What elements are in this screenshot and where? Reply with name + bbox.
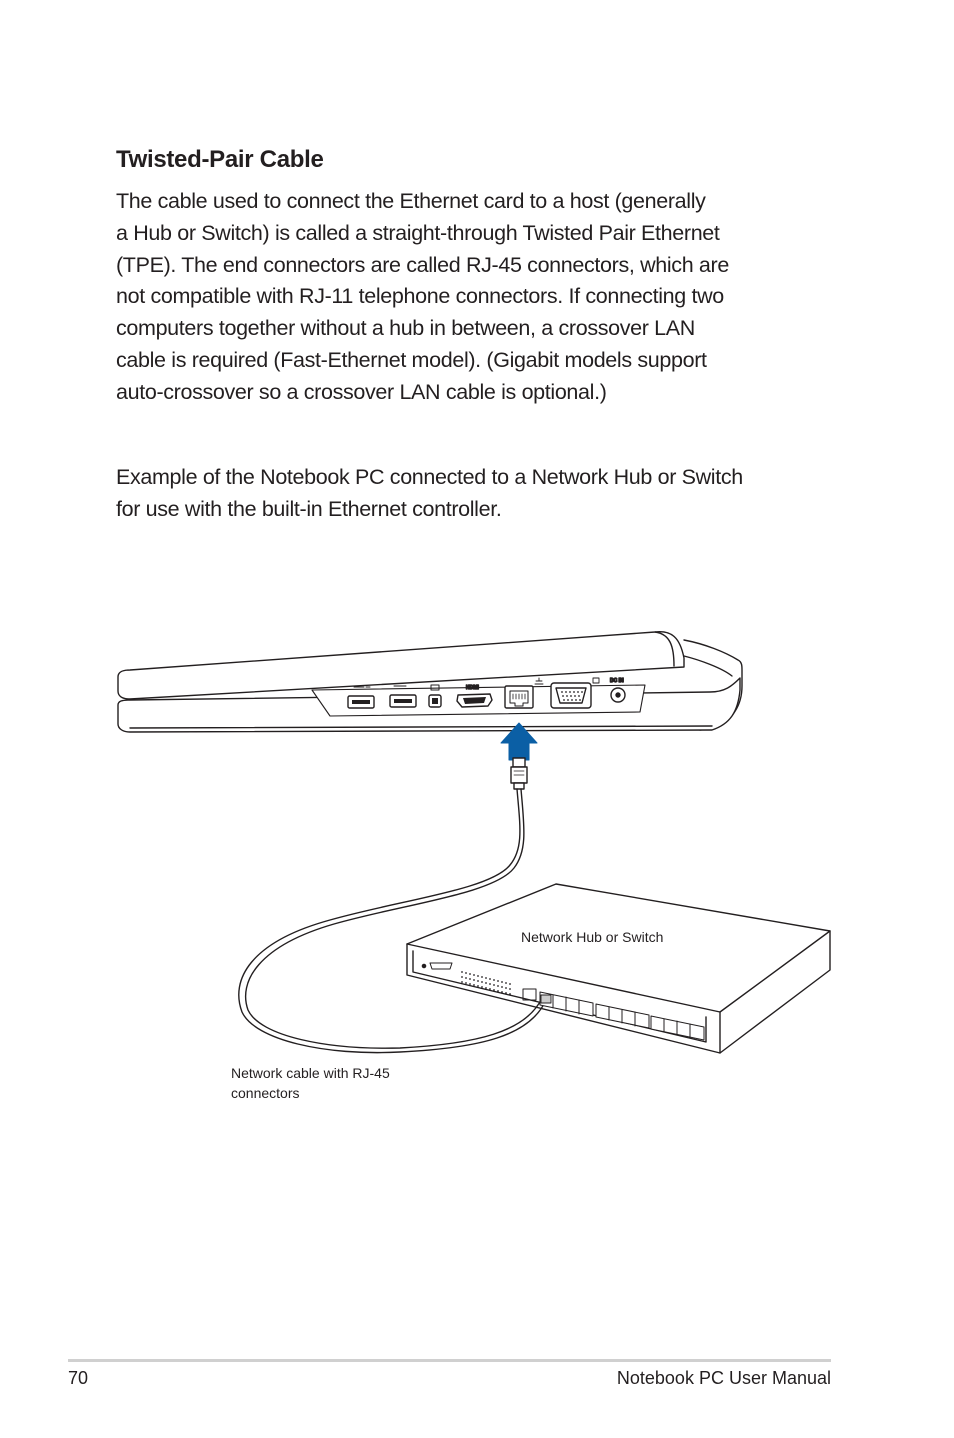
text-line: computers together without a hub in between, a crossover LAN [116,316,695,341]
text-line: cable is required (Fast-Ethernet model). (Gigabit models support [116,347,707,372]
text-line: not compatible with RJ-11 telephone connectors. If connecting two [116,284,724,309]
rj45-plug-top [511,758,527,789]
manual-title: Notebook PC User Manual [616,1368,831,1388]
cable-label-line-2: connectors [231,1085,300,1101]
page-number: 70 [68,1368,89,1388]
network-connection-illustration [100,620,860,1120]
paragraph-cable-description [116,186,836,409]
section-heading: Twisted-Pair Cable [116,146,324,173]
footer-divider [68,1359,831,1362]
text-line: a Hub or Switch) is called a straight-through Twisted Pair Ethernet [116,220,720,245]
paragraph-example [116,462,836,526]
text-line: auto-crossover so a crossover LAN cable is optional.) [116,379,607,404]
text-line: Example of the Notebook PC connected to a Network Hub or Switch [116,465,743,489]
hub-label: Network Hub or Switch [521,929,664,945]
hdmi-label: HDMI [466,685,479,691]
text-line: for use with the built-in Ethernet controller. [116,496,502,521]
text-line: (TPE). The end connectors are called RJ-45 connectors, which are [116,252,729,277]
network-hub-illustration [407,884,830,1053]
cable-label-line-1: Network cable with RJ-45 [231,1065,390,1081]
notebook-illustration [118,632,742,732]
dc-in-label: DC IN [610,678,624,684]
text-line: The cable used to connect the Ethernet card to a host (generally [116,189,706,213]
